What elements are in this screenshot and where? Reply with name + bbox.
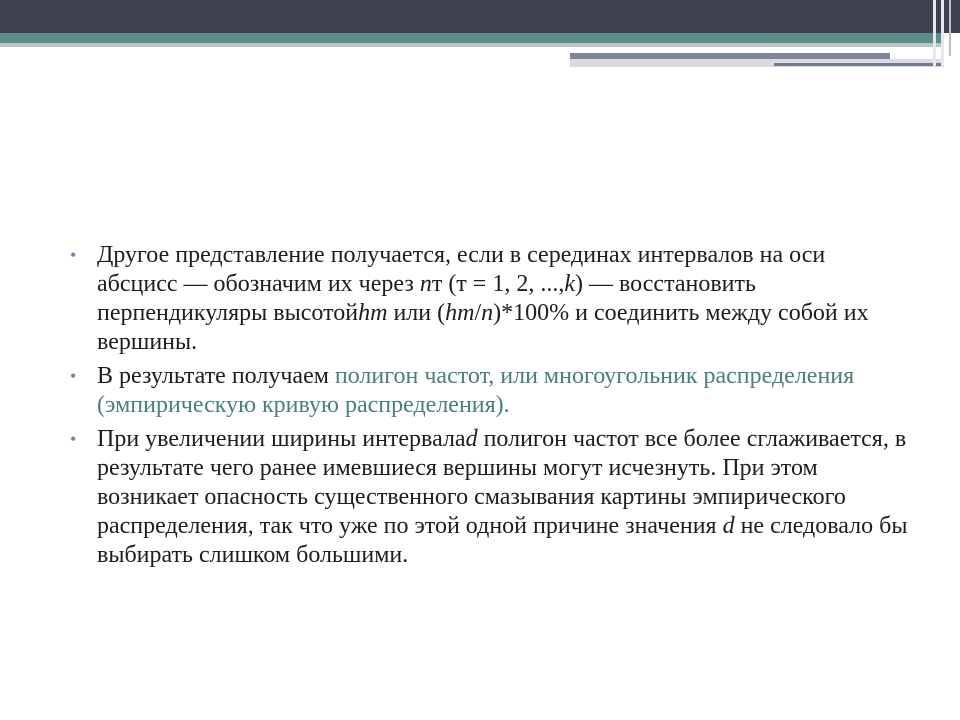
bullet-icon: • xyxy=(70,429,77,449)
bullet-icon: • xyxy=(70,245,77,265)
bullet-item-3 xyxy=(70,425,910,570)
header-teal-strip xyxy=(0,33,942,43)
header-shadow-strip xyxy=(0,43,942,47)
header-accent-bar-dark xyxy=(774,63,944,66)
highlighted-term: полигон частот, или многоугольник распределения (эмпирическую кривую распределения). xyxy=(97,363,855,418)
bullet-text: При увеличении ширины интервалаd полигон частот все более сглаживается, в результате чего ранее имевшиеся вершины могут исчезнуть. При этом возникает опасность существенного смазывания картины эмпирического распределения, так что уже по этой одной причине значения d не следовало бы выбирать слишком большими. xyxy=(97,426,908,568)
bullet-item-1 xyxy=(70,241,910,357)
bullet-icon: • xyxy=(70,366,77,386)
bullet-text: Другое представление получается, если в серединах интервалов на оси абсцисс — обозначим их через nт (т = 1, 2, ...,k) — восстановить перпендикуляры высотойhm или (hm/n)*100% и соединить между собой их вершины. xyxy=(97,242,869,355)
header-vertical-line xyxy=(933,0,936,66)
header-vertical-line xyxy=(949,0,951,56)
bullet-text: В результате получаем полигон частот, или многоугольник распределения (эмпирическую кривую распределения). xyxy=(97,363,855,418)
slide-content xyxy=(70,241,910,575)
bullet-list xyxy=(70,241,910,570)
header-band xyxy=(0,0,960,33)
bullet-item-2 xyxy=(70,362,910,420)
header-vertical-line xyxy=(941,0,944,66)
